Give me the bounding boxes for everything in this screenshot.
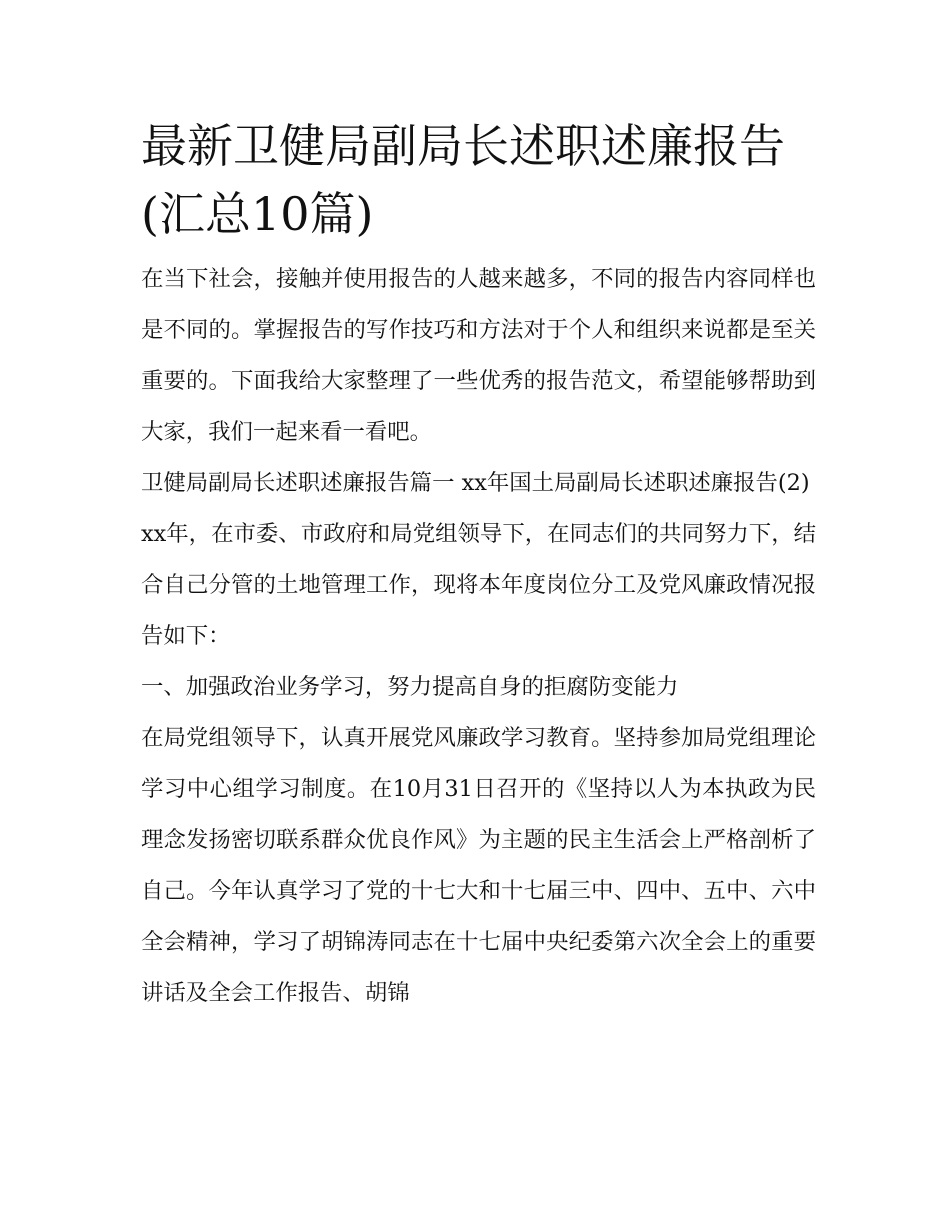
document-title: 最新卫健局副局长述职述廉报告(汇总10篇) xyxy=(141,119,785,241)
paragraph-report-opening: xx年，在市委、市政府和局党组领导下，在同志们的共同努力下，结合自己分管的土地管理工作，现将本年度岗位分工及党风廉政情况报告如下： xyxy=(141,521,816,649)
document-body xyxy=(141,112,816,1019)
paragraph-section-heading: 卫健局副局长述职述廉报告篇一 xx年国土局副局长述职述廉报告(2) xyxy=(141,470,810,496)
paragraph-study-details: 在局党组领导下，认真开展党风廉政学习教育。坚持参加局党组理论学习中心组学习制度。在10月31日召开的《坚持以人为本执政为民理念发扬密切联系群众优良作风》为主题的民主生活会上严格剖析了自己。今年认真学习了党的十七大和十七届三中、四中、五中、六中全会精神，学习了胡锦涛同志在十七届中央纪委第六次全会上的重要讲话及全会工作报告、胡锦 xyxy=(141,725,816,1006)
paragraph-intro: 在当下社会，接触并使用报告的人越来越多，不同的报告内容同样也是不同的。掌握报告的写作技巧和方法对于个人和组织来说都是至关重要的。下面我给大家整理了一些优秀的报告范文，希望能够帮助到大家，我们一起来看一看吧。 xyxy=(141,266,816,445)
paragraph-subheading-one: 一、加强政治业务学习，努力提高自身的拒腐防变能力 xyxy=(141,674,679,700)
